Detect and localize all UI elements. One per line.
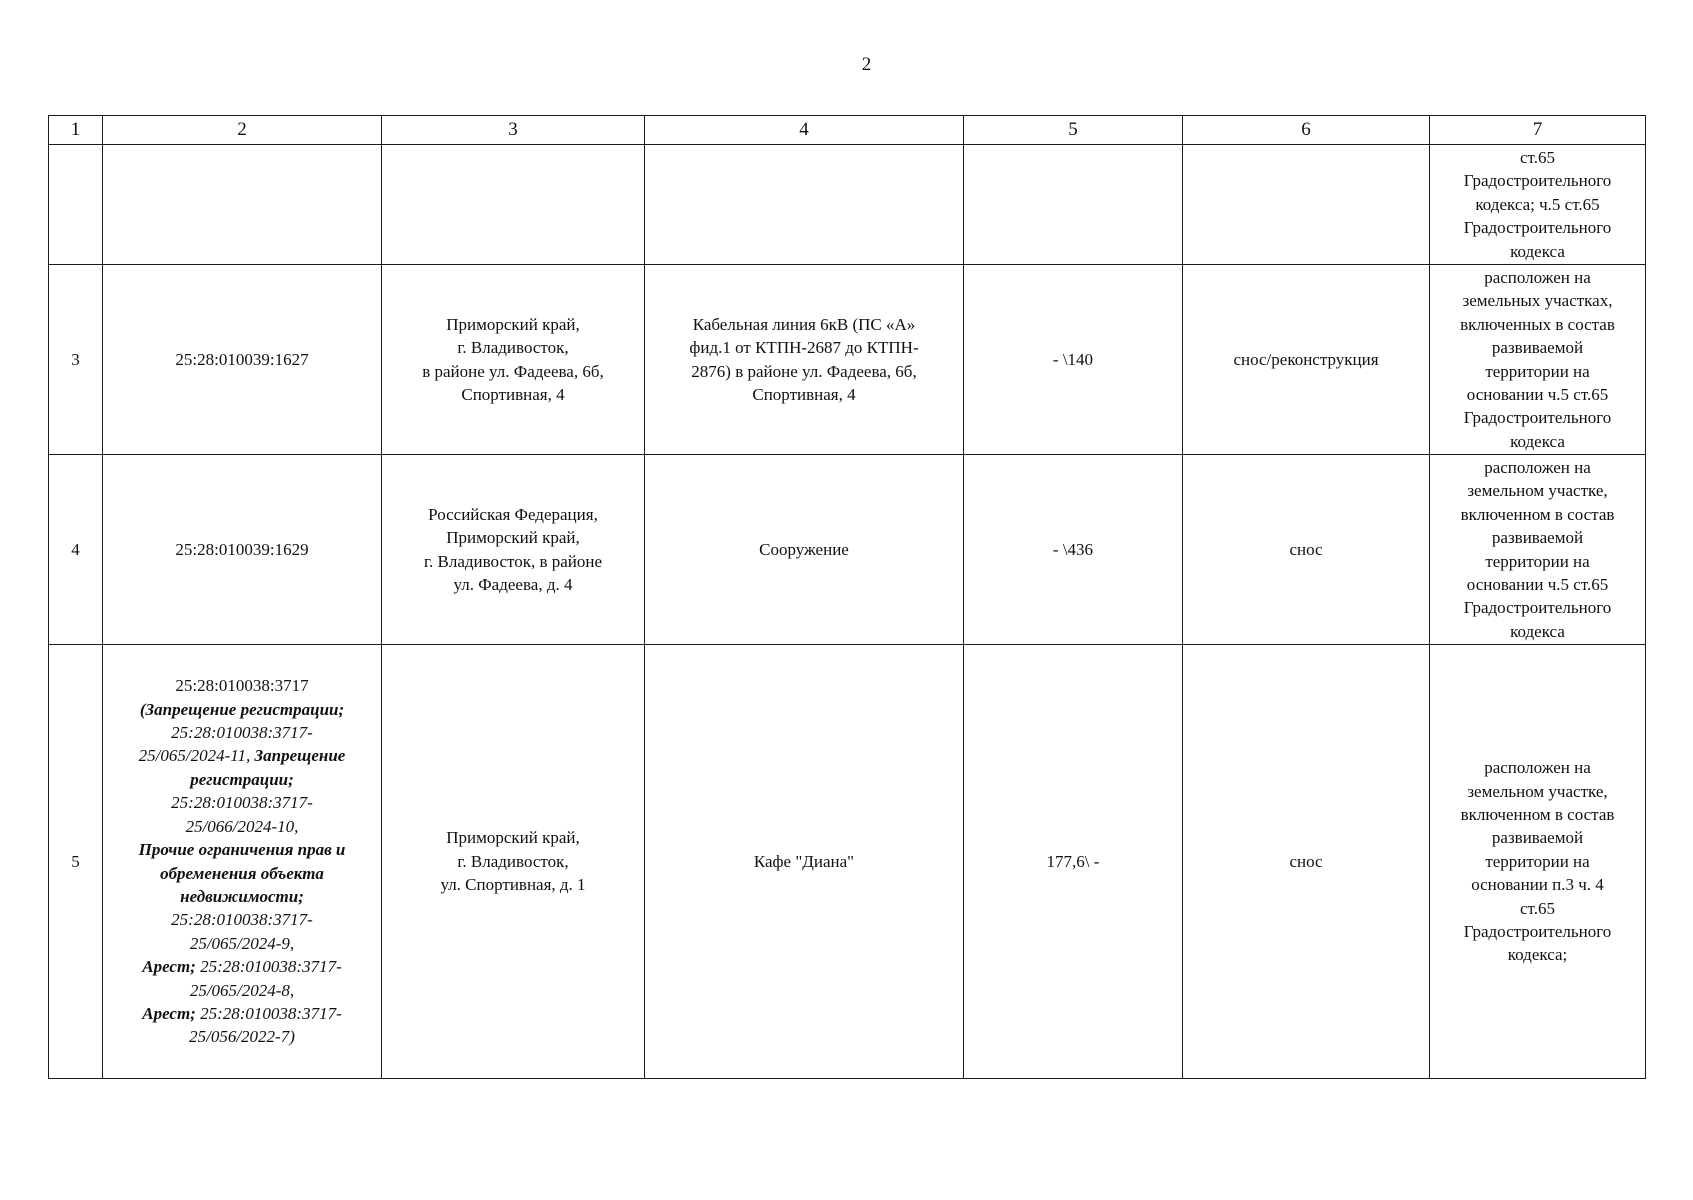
- table-row: [49, 265, 1646, 455]
- cell-object-name: [645, 265, 964, 455]
- text-line: Кафе "Диана": [753, 851, 855, 871]
- encumbrance-type: недвижимости;: [180, 886, 304, 906]
- text-line: ул. Спортивная, д. 1: [440, 875, 586, 895]
- text-line: Кабельная линия 6кВ (ПС «А»: [692, 314, 916, 334]
- cell-number: 3: [49, 265, 103, 455]
- table-row: [49, 645, 1646, 1079]
- cell-basis: [1430, 645, 1646, 1079]
- text-line: Спортивная, 4: [461, 384, 565, 404]
- text-line: земельном участке,: [1467, 481, 1608, 501]
- encumbrance-type: Арест;: [142, 1003, 196, 1023]
- text-line: Приморский край,: [446, 528, 580, 548]
- cell-area: - \436: [964, 455, 1183, 645]
- encumbrance-line: [107, 862, 377, 885]
- objects-table: [48, 115, 1646, 1079]
- text-line: территории на: [1485, 361, 1590, 381]
- encumbrance-record: 25/066/2024-10,: [185, 816, 299, 836]
- text-line: расположен на: [1484, 267, 1591, 287]
- text-line: земельных участках,: [1462, 291, 1613, 311]
- text-line: Спортивная, 4: [752, 384, 856, 404]
- text-line: Приморский край,: [446, 314, 580, 334]
- cell-address: [382, 265, 645, 455]
- text-line: Российская Федерация,: [428, 504, 598, 524]
- encumbrance-record: 25/065/2024-11,: [138, 746, 251, 766]
- cell-area: - \140: [964, 265, 1183, 455]
- text-line: в районе ул. Фадеева, 6б,: [422, 361, 604, 381]
- text-line: Приморский край,: [446, 828, 580, 848]
- text-line: включенных в состав: [1460, 314, 1615, 334]
- cadastral-number: 25:28:010038:3717: [175, 676, 309, 696]
- encumbrance-line: [107, 979, 377, 1002]
- text-line: Сооружение: [759, 539, 849, 559]
- encumbrance-record: 25:28:010038:3717-: [171, 910, 313, 930]
- text-line: территории на: [1485, 851, 1590, 871]
- header-col-6: 6: [1183, 116, 1430, 145]
- text-line: г. Владивосток,: [457, 851, 569, 871]
- encumbrance-record: 25:28:010038:3717-: [171, 723, 313, 743]
- cell-address: [382, 455, 645, 645]
- text-line: г. Владивосток,: [457, 338, 569, 358]
- cell-empty: [49, 145, 103, 265]
- text-line: развиваемой: [1491, 338, 1584, 358]
- encumbrance-line: [107, 838, 377, 861]
- text-line: Градостроительного: [1463, 598, 1612, 618]
- text-line: земельном участке,: [1467, 781, 1608, 801]
- cell-action: снос: [1183, 455, 1430, 645]
- page-number: 2: [861, 54, 872, 75]
- text-line: кодекса: [1510, 431, 1565, 451]
- encumbrance-line: [107, 1025, 377, 1048]
- cell-empty: [1183, 145, 1430, 265]
- text-line: кодекса; ч.5 ст.65: [1475, 194, 1600, 214]
- text-line: фид.1 от КТПН-2687 до КТПН-: [689, 338, 919, 358]
- header-col-4: 4: [645, 116, 964, 145]
- cell-object-name: [645, 645, 964, 1079]
- cell-empty: [382, 145, 645, 265]
- header-col-2: 2: [103, 116, 382, 145]
- encumbrance-type: регистрации;: [190, 769, 294, 789]
- encumbrance-record: 25:28:010038:3717-: [200, 1003, 342, 1023]
- cell-action: снос: [1183, 645, 1430, 1079]
- encumbrance-line: [107, 908, 377, 931]
- encumbrance-line: [107, 721, 377, 744]
- cell-object-name: [645, 455, 964, 645]
- cell-address: [382, 645, 645, 1079]
- cell-basis: [1430, 265, 1646, 455]
- text-line: 2876) в районе ул. Фадеева, 6б,: [691, 361, 917, 381]
- encumbrance-record: 25/065/2024-9,: [189, 933, 295, 953]
- encumbrance-record: 25:28:010038:3717-: [171, 793, 313, 813]
- header-col-1: 1: [49, 116, 103, 145]
- cell-number: 5: [49, 645, 103, 1079]
- text-line: включенном в состав: [1460, 504, 1615, 524]
- text-line: ул. Фадеева, д. 4: [453, 574, 573, 594]
- encumbrance-record: 25/065/2024-8,: [189, 980, 295, 1000]
- text-line: г. Владивосток, в районе: [423, 551, 603, 571]
- table-row: [49, 455, 1646, 645]
- text-line: расположен на: [1484, 758, 1591, 778]
- cell-basis: [1430, 455, 1646, 645]
- text-line: Градостроительного: [1463, 922, 1612, 942]
- cell-cadastral-encumbrances: [103, 645, 382, 1079]
- encumbrance-line: [107, 885, 377, 908]
- encumbrance-line: [107, 932, 377, 955]
- text-line: расположен на: [1484, 457, 1591, 477]
- text-line: ст.65: [1520, 147, 1555, 167]
- cell-basis: [1430, 145, 1646, 265]
- text-line: основании ч.5 ст.65: [1466, 384, 1609, 404]
- cell-number: 4: [49, 455, 103, 645]
- text-line: ст.65: [1520, 898, 1555, 918]
- text-line: включенном в состав: [1460, 804, 1615, 824]
- text-line: Градостроительного: [1463, 218, 1612, 238]
- table-row-continuation: [49, 145, 1646, 265]
- text-line: развиваемой: [1491, 528, 1584, 548]
- cell-cadastral: 25:28:010039:1629: [103, 455, 382, 645]
- encumbrance-line: [107, 955, 377, 978]
- encumbrance-record: 25/056/2022-7): [189, 1027, 295, 1047]
- cell-empty: [964, 145, 1183, 265]
- header-col-7: 7: [1430, 116, 1646, 145]
- encumbrance-line: [107, 1002, 377, 1025]
- text-line: кодекса: [1510, 621, 1565, 641]
- text-line: Градостроительного: [1463, 408, 1612, 428]
- encumbrance-type: Прочие ограничения прав и: [138, 840, 346, 860]
- encumbrance-type: (Запрещение регистрации;: [139, 699, 345, 719]
- text-line: основании п.3 ч. 4: [1471, 875, 1604, 895]
- encumbrance-type: обременения объекта: [160, 863, 324, 883]
- text-line: Градостроительного: [1463, 171, 1612, 191]
- encumbrance-type: Арест;: [142, 957, 196, 977]
- header-col-5: 5: [964, 116, 1183, 145]
- encumbrance-line: [107, 698, 377, 721]
- text-line: кодекса: [1510, 241, 1565, 261]
- text-line: кодекса;: [1507, 945, 1568, 965]
- text-line: развиваемой: [1491, 828, 1584, 848]
- cell-empty: [645, 145, 964, 265]
- header-row: [49, 116, 1646, 145]
- encumbrance-record: 25:28:010038:3717-: [200, 957, 342, 977]
- header-col-3: 3: [382, 116, 645, 145]
- encumbrance-line: [107, 768, 377, 791]
- cell-area: 177,6\ -: [964, 645, 1183, 1079]
- encumbrance-line: [107, 815, 377, 838]
- cell-cadastral: 25:28:010039:1627: [103, 265, 382, 455]
- cell-action: снос/реконструкция: [1183, 265, 1430, 455]
- encumbrance-line: [107, 791, 377, 814]
- text-line: территории на: [1485, 551, 1590, 571]
- encumbrance-type: Запрещение: [254, 746, 346, 766]
- cell-empty: [103, 145, 382, 265]
- text-line: основании ч.5 ст.65: [1466, 574, 1609, 594]
- encumbrance-line: [107, 744, 377, 767]
